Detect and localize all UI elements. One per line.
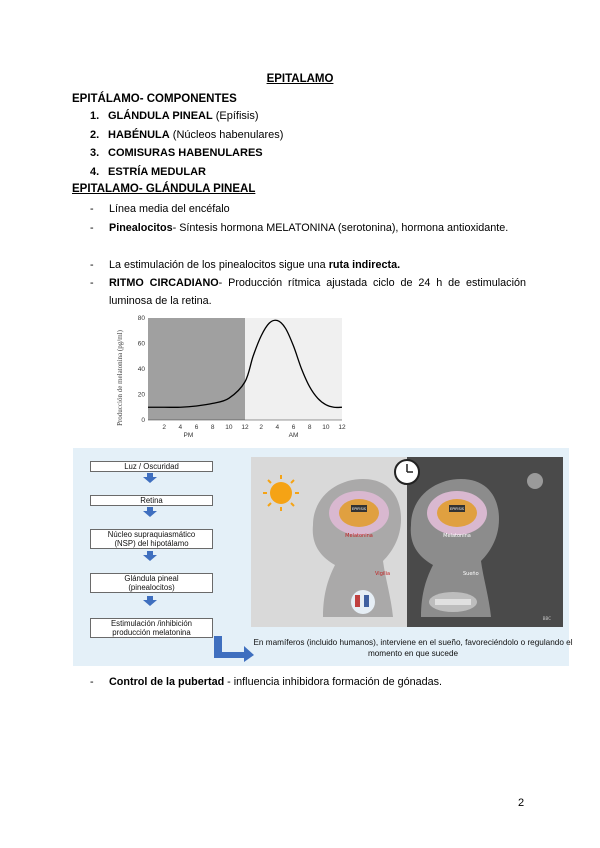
x-tick-label: 12 xyxy=(338,424,346,431)
down-arrow-icon xyxy=(143,551,157,561)
x-tick-label: 8 xyxy=(307,424,312,431)
epifisis-label: EPIFISIS xyxy=(450,507,464,511)
sleeping-person-icon xyxy=(429,592,477,612)
melatonina-label: Melatonina xyxy=(443,533,471,539)
x-tick-label: 2 xyxy=(259,424,263,431)
x-tick-label: 4 xyxy=(178,424,183,431)
right-arrow-icon xyxy=(210,636,256,662)
x-tick-label: 12 xyxy=(241,424,249,431)
flow-box-luz: Luz / Oscuridad xyxy=(90,461,213,472)
components-heading: EPITÁLAMO- COMPONENTES xyxy=(72,93,237,105)
sueno-label: Sueño xyxy=(463,571,479,577)
y-axis-label: Producción de melatonina (pg/ml) xyxy=(116,330,124,426)
components-list xyxy=(90,107,283,181)
moon-icon xyxy=(527,473,543,489)
page-title: EPITALAMO xyxy=(266,73,334,85)
melatonina-label: Melatonina xyxy=(345,533,373,539)
bullet-item: - RITMO CIRCADIANO- Producción rítmica ajustada ciclo de 24 h de estimulación luminosa de la retina. xyxy=(90,277,526,307)
x-tick-label: 4 xyxy=(275,424,280,431)
bullet-item: - Pinealocitos- Síntesis hormona MELATONINA (serotonina), hormona antioxidante. xyxy=(90,222,509,234)
x-tick-label: 10 xyxy=(322,424,330,431)
y-tick-label: 20 xyxy=(137,391,145,399)
x-group-label-pm: PM xyxy=(183,432,194,439)
alarm-clock-icon xyxy=(395,460,419,484)
credit-label: BBC xyxy=(542,616,551,621)
y-tick-label: 40 xyxy=(137,366,145,373)
down-arrow-icon xyxy=(143,507,157,517)
flow-box-melatonina: Estimulación /inhibición producción melatonina xyxy=(90,618,213,638)
list-item: 4. ESTRÍA MEDULAR xyxy=(90,165,206,178)
circadian-diagram xyxy=(73,448,573,666)
down-arrow-icon xyxy=(143,473,157,483)
x-tick-label: 6 xyxy=(194,424,199,431)
pineal-heading: EPITALAMO- GLÁNDULA PINEAL xyxy=(72,183,256,195)
bullet-item: - La estimulación de los pinealocitos sigue una ruta indirecta. xyxy=(90,259,401,271)
bullet-item: - Control de la pubertad - influencia inhibidora formación de gónadas. xyxy=(90,676,443,688)
bullet-item: - Línea media del encéfalo xyxy=(90,203,230,215)
down-arrow-icon xyxy=(143,596,157,606)
diagram-caption: En mamíferos (incluido humanos), interviene en el sueño, favoreciéndolo o regulando el momento en que sucede xyxy=(253,638,573,658)
x-tick-label: 10 xyxy=(225,424,233,431)
flow-box-nsp: Núcleo supraquiasmático (NSP) del hipotálamo xyxy=(90,529,213,549)
x-tick-label: 6 xyxy=(291,424,296,431)
list-item: 2. HABÉNULA (Núcleos habenulares) xyxy=(90,128,284,141)
flow-box-retina: Retina xyxy=(90,495,213,506)
list-item: 1. GLÁNDULA PINEAL (Epífisis) xyxy=(90,110,259,122)
y-tick-label: 60 xyxy=(137,340,145,348)
y-tick-label: 80 xyxy=(137,315,145,322)
y-tick-label: 0 xyxy=(141,417,145,424)
dark-period-band xyxy=(148,318,245,420)
vigilia-label: Vigilia xyxy=(375,571,391,577)
list-item: 3. COMISURAS HABENULARES xyxy=(90,147,263,159)
flow-box-pineal: Glándula pineal (pinealocitos) xyxy=(90,573,213,593)
day-night-illustration xyxy=(251,457,563,627)
x-group-label-am: AM xyxy=(288,432,299,439)
melatonin-chart xyxy=(110,314,350,442)
x-tick-label: 2 xyxy=(162,424,166,431)
epifisis-label: EPIFISIS xyxy=(352,507,366,511)
x-tick-label: 8 xyxy=(210,424,215,431)
runners-icon xyxy=(351,590,375,614)
page-number: 2 xyxy=(518,797,525,809)
